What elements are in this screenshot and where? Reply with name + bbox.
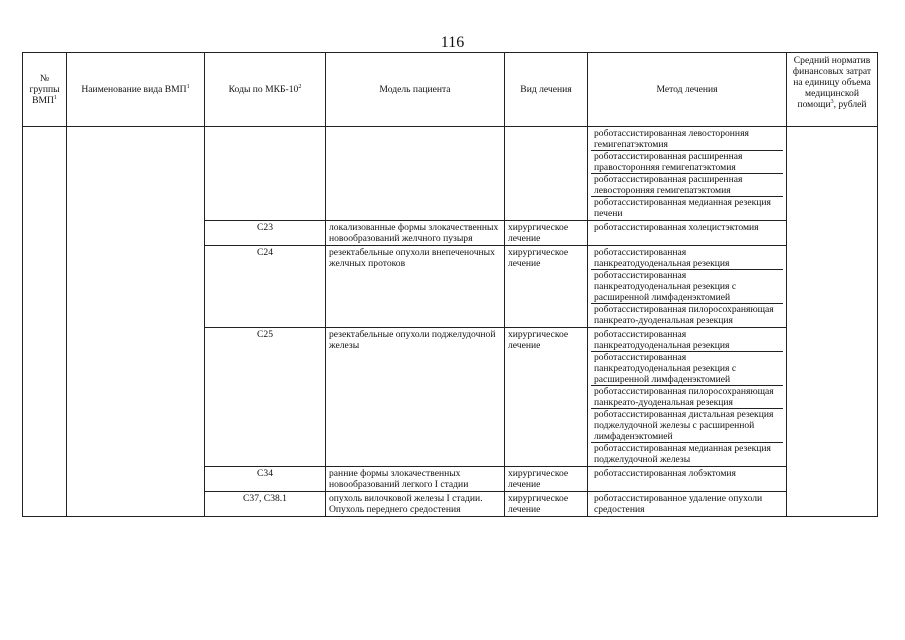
treatment-method-cell	[588, 221, 787, 246]
method-item: роботассистированная медианная резекция печени	[594, 197, 771, 219]
patient-model-text: резектабельные опухоли поджелудочной железы	[329, 329, 496, 351]
treatment-method-cell	[588, 328, 787, 467]
treatment-type-cell	[505, 221, 588, 246]
treatment-type-cell	[505, 127, 588, 221]
patient-model-cell	[326, 221, 505, 246]
treatment-type-text: хирургическое лечение	[508, 493, 569, 515]
patient-model-text: локализованные формы злокачественных новообразований желчного пузыря	[329, 222, 499, 244]
icd-code-cell	[205, 127, 326, 221]
header-method: Метод лечения	[588, 53, 787, 127]
treatment-type-cell	[505, 246, 588, 328]
patient-model-cell	[326, 246, 505, 328]
header-row	[23, 53, 878, 127]
treatment-type-cell	[505, 492, 588, 517]
method-item: роботассистированная расширенная левосторонняя гемигепатэктомия	[591, 174, 783, 197]
treatment-method-cell	[588, 467, 787, 492]
header-treatment: Вид лечения	[505, 53, 588, 127]
patient-model-cell	[326, 328, 505, 467]
patient-model-text: ранние формы злокачественных новообразований легкого I стадии	[329, 468, 469, 490]
method-item: роботассистированная дистальная резекция поджелудочной железы с расширенной лимфаденэктомией	[591, 409, 783, 443]
treatment-type-text: хирургическое лечение	[508, 222, 569, 244]
method-item: роботассистированная панкреатодуоденальная резекция	[591, 247, 783, 270]
method-item: роботассистированная панкреатодуоденальная резекция	[591, 329, 783, 352]
header-group: № группы ВМП$^1$	[23, 53, 67, 127]
group-cell	[23, 127, 67, 517]
icd-code-cell: C34	[205, 467, 326, 492]
header-codes: Коды по МКБ-$10^2$	[205, 53, 326, 127]
patient-model-cell	[326, 492, 505, 517]
method-item: роботассистированная пилоросохраняющая панкреато-дуоденальная резекция	[594, 304, 774, 326]
patient-model-text: опухоль вилочковой железы I стадии.	[329, 493, 483, 504]
method-item: роботассистированная расширенная правосторонняя гемигепатэктомия	[591, 151, 783, 174]
method-item: роботассистированная медианная резекция поджелудочной железы	[594, 443, 771, 465]
method-item: роботассистированная левосторонняя гемигепатэктомия	[591, 128, 783, 151]
table-row	[23, 127, 878, 221]
method-item: роботассистированная панкреатодуоденальная резекция с расширенной лимфаденэктомией	[591, 352, 783, 386]
icd-code-cell: C25	[205, 328, 326, 467]
cost-cell	[787, 127, 878, 517]
name-cell	[67, 127, 205, 517]
method-item: роботассистированная панкреатодуоденальная резекция с расширенной лимфаденэктомией	[591, 270, 783, 304]
method-item: роботассистированная лобэктомия	[594, 468, 736, 479]
icd-code-cell: C23	[205, 221, 326, 246]
patient-model-text: резектабельные опухоли внепеченочных желчных протоков	[329, 247, 495, 269]
method-item: роботассистированная пилоросохраняющая панкреато-дуоденальная резекция	[591, 386, 783, 409]
treatment-methods-table	[22, 52, 878, 517]
header-model: Модель пациента	[326, 53, 505, 127]
treatment-type-text: хирургическое лечение	[508, 247, 569, 269]
treatment-type-text: хирургическое лечение	[508, 468, 569, 490]
method-item: роботассистированная холецистэктомия	[594, 222, 759, 233]
icd-code-cell: C24	[205, 246, 326, 328]
patient-model-cell	[326, 127, 505, 221]
icd-code-cell: C37, C38.1	[205, 492, 326, 517]
patient-model-text: Опухоль переднего средостения	[329, 504, 461, 515]
treatment-type-cell	[505, 467, 588, 492]
treatment-type-text: хирургическое лечение	[508, 329, 569, 351]
header-name: Наименование вида ВМП$^1$	[67, 53, 205, 127]
page-number: 116	[440, 34, 465, 51]
treatment-method-cell	[588, 246, 787, 328]
treatment-type-cell	[505, 328, 588, 467]
header-cost: Средний норматив финансовых затрат на единицу объема медицинской помощи$^3$, рублей	[787, 53, 878, 127]
treatment-method-cell	[588, 492, 787, 517]
treatment-method-cell	[588, 127, 787, 221]
method-item: роботассистированное удаление опухоли средостения	[594, 493, 763, 515]
patient-model-cell	[326, 467, 505, 492]
